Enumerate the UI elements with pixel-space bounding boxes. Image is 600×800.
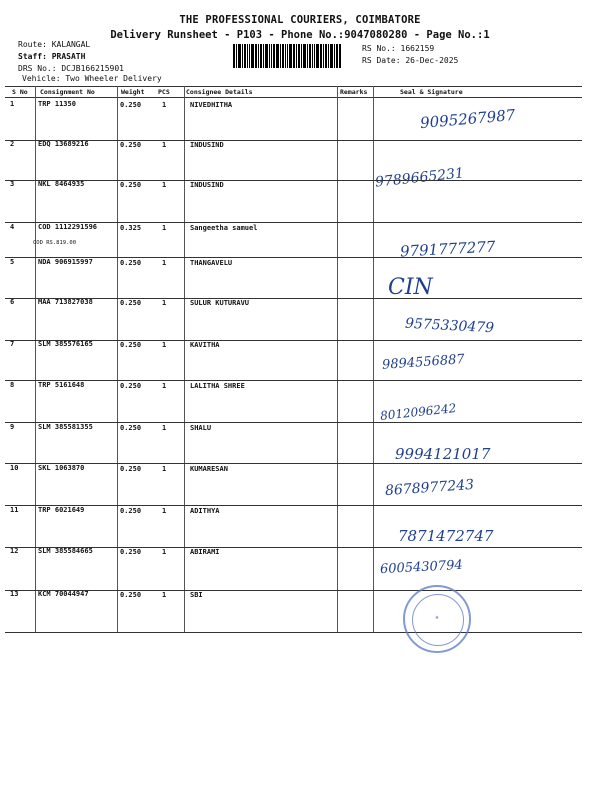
row-consignment-number: SLM 385576165 — [38, 340, 93, 348]
row-pcs: 1 — [162, 299, 167, 307]
barcode-image — [233, 44, 357, 68]
row-serial-number: 5 — [10, 258, 15, 266]
row-serial-number: 3 — [10, 180, 15, 188]
row-handwritten-signature: 9791777277 — [399, 237, 496, 261]
row-consignment-number: EDQ 13689216 — [38, 140, 89, 148]
row-pcs: 1 — [162, 224, 167, 232]
col-header-consignee: Consignee Details — [186, 88, 253, 96]
row-divider — [5, 590, 582, 591]
row-consignee-name: KAVITHA — [190, 341, 220, 349]
row-divider — [5, 463, 582, 464]
row-serial-number: 6 — [10, 298, 15, 306]
column-divider — [117, 86, 118, 632]
row-weight: 0.250 — [120, 548, 142, 556]
row-handwritten-signature: 8678977243 — [384, 476, 475, 500]
row-weight: 0.250 — [120, 101, 142, 109]
row-weight: 0.250 — [120, 141, 142, 149]
row-consignee-name: SHALU — [190, 424, 212, 432]
row-consignment-number: KCM 70044947 — [38, 590, 89, 598]
row-serial-number: 12 — [10, 547, 19, 555]
row-pcs: 1 — [162, 424, 167, 432]
row-consignee-name: INDUSIND — [190, 181, 224, 189]
col-header-consignment: Consignment No — [40, 88, 95, 96]
row-consignment-number: TRP 6021649 — [38, 506, 85, 514]
row-consignee-name: INDUSIND — [190, 141, 224, 149]
row-consignment-number: SLM 385584665 — [38, 547, 93, 555]
row-consignment-number: NKL 8464935 — [38, 180, 85, 188]
row-handwritten-signature: 9789665231 — [374, 165, 465, 191]
column-divider — [373, 86, 374, 632]
row-consignee-name: ADITHYA — [190, 507, 220, 515]
col-header-signature: Seal & Signature — [400, 88, 463, 96]
column-divider — [184, 86, 185, 632]
seal-center-text: ★ — [434, 615, 440, 621]
row-weight: 0.325 — [120, 224, 142, 232]
row-handwritten-signature: 8012096242 — [379, 401, 457, 423]
row-weight: 0.250 — [120, 465, 142, 473]
row-serial-number: 7 — [10, 340, 15, 348]
row-pcs: 1 — [162, 101, 167, 109]
row-handwritten-signature: 9095267987 — [419, 105, 517, 133]
row-handwritten-signature: 9994121017 — [395, 445, 491, 463]
staff-label: Staff: PRASATH — [18, 52, 86, 61]
row-weight: 0.250 — [120, 591, 142, 599]
row-weight: 0.250 — [120, 341, 142, 349]
col-header-sno: S No — [12, 88, 28, 96]
row-serial-number: 8 — [10, 381, 15, 389]
row-consignment-number: TRP 11350 — [38, 100, 76, 108]
row-serial-number: 1 — [10, 100, 15, 108]
row-serial-number: 4 — [10, 223, 15, 231]
row-cod-amount: COD RS.819.00 — [33, 240, 77, 246]
row-pcs: 1 — [162, 141, 167, 149]
row-serial-number: 9 — [10, 423, 15, 431]
row-weight: 0.250 — [120, 424, 142, 432]
row-divider — [5, 505, 582, 506]
drs-number: DRS No.: DCJB166215901 — [18, 64, 124, 73]
row-pcs: 1 — [162, 259, 167, 267]
row-consignment-number: MAA 713827038 — [38, 298, 93, 306]
row-handwritten-signature: 9894556887 — [381, 352, 466, 373]
row-pcs: 1 — [162, 382, 167, 390]
row-pcs: 1 — [162, 591, 167, 599]
row-consignee-name: KUMARESAN — [190, 465, 228, 473]
row-pcs: 1 — [162, 548, 167, 556]
company-title: THE PROFESSIONAL COURIERS, COIMBATORE — [179, 14, 421, 26]
row-weight: 0.250 — [120, 299, 142, 307]
route-label: Route: KALANGAL — [18, 40, 91, 49]
row-consignee-name: SULUR KUTURAVU — [190, 299, 250, 307]
row-divider — [5, 380, 582, 381]
row-pcs: 1 — [162, 181, 167, 189]
row-weight: 0.250 — [120, 259, 142, 267]
row-consignment-number: SLM 385581355 — [38, 423, 93, 431]
row-consignment-number: COD 1112291596 — [38, 223, 98, 231]
row-pcs: 1 — [162, 507, 167, 515]
row-consignment-number: SKL 1063870 — [38, 464, 85, 472]
col-header-weight: Weight — [121, 88, 145, 96]
col-header-remarks: Remarks — [340, 88, 368, 96]
table-header-rule — [5, 97, 582, 98]
row-handwritten-signature: 7871472747 — [398, 527, 494, 545]
row-serial-number: 13 — [10, 590, 19, 598]
runsheet-subtitle: Delivery Runsheet - P103 - Phone No.:9047080280 - Page No.:1 — [110, 29, 490, 41]
row-serial-number: 11 — [10, 506, 19, 514]
row-divider — [5, 632, 582, 633]
column-divider — [337, 86, 338, 632]
row-serial-number: 2 — [10, 140, 15, 148]
column-divider — [35, 86, 36, 632]
row-consignment-number: TRP 5161648 — [38, 381, 85, 389]
row-consignee-name: LALITHA SHREE — [190, 382, 245, 390]
row-weight: 0.250 — [120, 382, 142, 390]
row-consignee-name: NIVEDHITHA — [190, 101, 233, 109]
row-handwritten-signature: CIN — [388, 275, 433, 300]
row-pcs: 1 — [162, 341, 167, 349]
row-consignee-name: THANGAVELU — [190, 259, 233, 267]
office-seal-stamp — [403, 585, 471, 653]
row-serial-number: 10 — [10, 464, 19, 472]
row-pcs: 1 — [162, 465, 167, 473]
rs-number: RS No.: 1662159 — [362, 44, 435, 53]
row-consignment-number: NDA 906915997 — [38, 258, 93, 266]
row-divider — [5, 140, 582, 141]
row-handwritten-signature: 9575330479 — [404, 315, 495, 337]
rs-date: RS Date: 26-Dec-2025 — [362, 56, 459, 65]
row-weight: 0.250 — [120, 507, 142, 515]
row-consignee-name: SBI — [190, 591, 203, 599]
table-top-rule — [5, 86, 582, 87]
col-header-pcs: PCS — [158, 88, 170, 96]
row-divider — [5, 180, 582, 181]
row-handwritten-signature: 6005430794 — [379, 557, 464, 578]
row-consignee-name: ABIRAMI — [190, 548, 220, 556]
row-consignee-name: Sangeetha samuel — [190, 224, 258, 232]
vehicle-label: Vehicle: Two Wheeler Delivery — [22, 74, 162, 83]
row-weight: 0.250 — [120, 181, 142, 189]
